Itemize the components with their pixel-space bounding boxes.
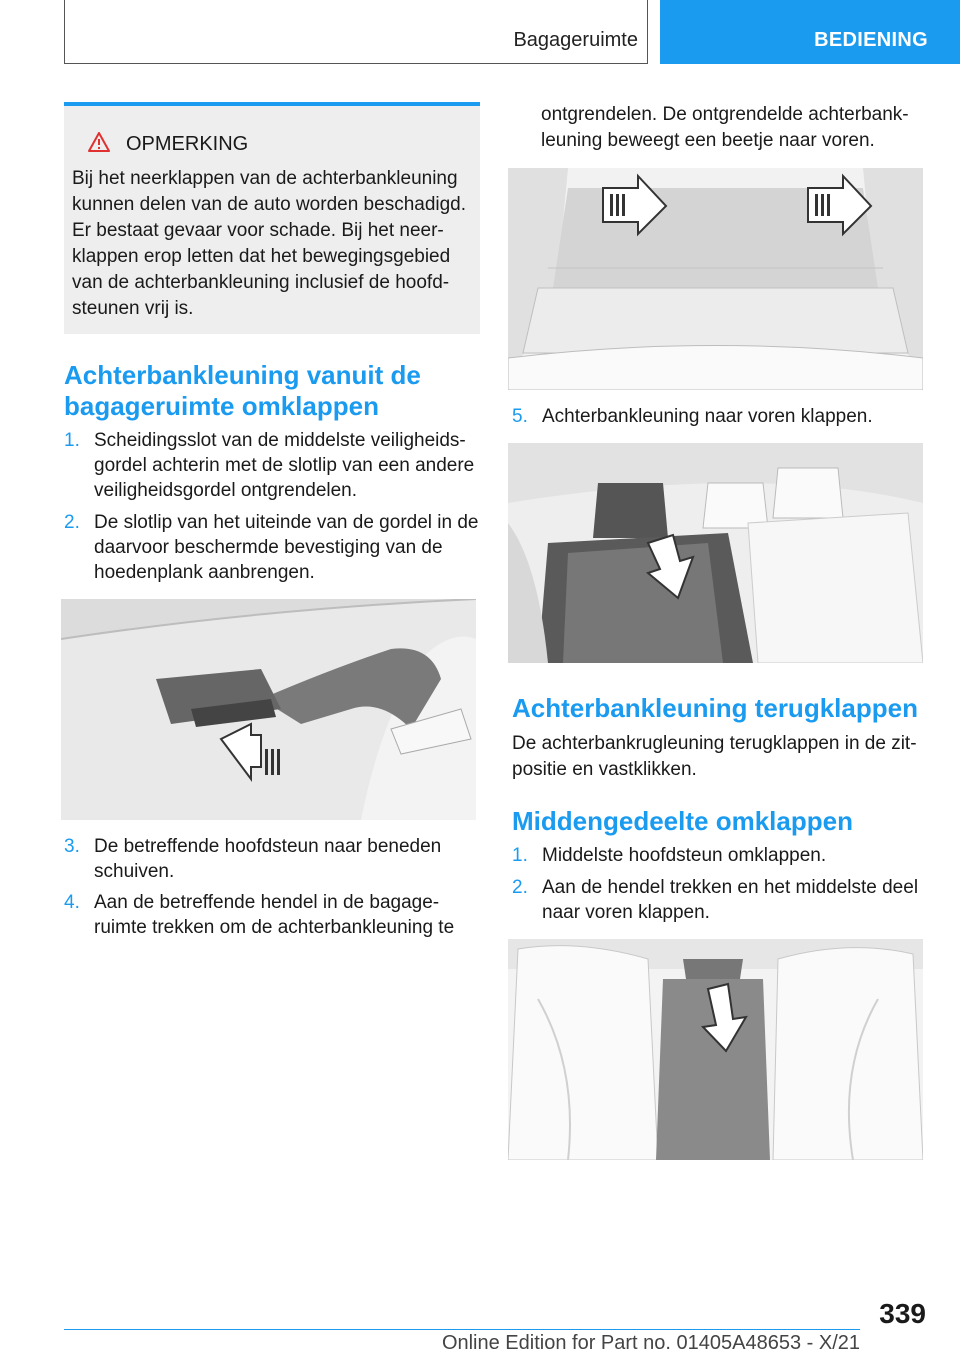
footer-edition-text: Online Edition for Part no. 01405A48653 - X/21 xyxy=(441,1332,860,1354)
note-title: OPMERKING xyxy=(126,133,249,155)
step-line: veiligheidsgordel ontgrendelen. xyxy=(94,480,358,501)
rear-seat-fold-illustration xyxy=(508,443,923,663)
heading-line: Achterbankleuning vanuit de xyxy=(64,360,421,390)
step-text xyxy=(542,404,873,429)
section-heading xyxy=(512,693,942,724)
step-line: De slotlip van het uiteinde van de gordel in de xyxy=(94,512,479,533)
step-item xyxy=(64,428,484,503)
text-line: ontgrendelen. De ontgrendelde achterbank- xyxy=(541,104,909,125)
step-number: 1. xyxy=(512,845,528,866)
middle-section-fold-illustration xyxy=(508,939,923,1160)
note-box xyxy=(64,102,480,334)
step-line: De betreffende hoofdsteun naar beneden xyxy=(94,836,442,857)
note-line: Bij het neerklappen van de achterbankleuning xyxy=(72,168,458,189)
step-number: 2. xyxy=(512,877,528,898)
heading-line: Achterbankleuning terugklappen xyxy=(512,693,918,723)
text-line: positie en vastklikken. xyxy=(512,759,697,780)
text-line: leuning beweegt een beetje naar voren. xyxy=(541,130,875,151)
step-text xyxy=(94,428,474,503)
section-title: Bagageruimte xyxy=(513,29,638,51)
chapter-tab[interactable] xyxy=(660,0,960,64)
note-line: klappen erop letten dat het bewegingsgebied xyxy=(72,246,451,267)
step-item xyxy=(64,834,484,884)
step-line: gordel achterin met de slotlip van een andere xyxy=(94,455,475,476)
step-line: Achterbankleuning naar voren klappen. xyxy=(542,406,873,427)
step-item xyxy=(512,404,932,429)
text-line: De achterbankrugleuning terugklappen in de zit- xyxy=(512,733,917,754)
footer-divider xyxy=(64,1329,860,1330)
step-line: Middelste hoofdsteun omklappen. xyxy=(542,845,827,866)
page-number: 339 xyxy=(879,1298,926,1329)
note-line: van de achterbankleuning inclusief de hoofd- xyxy=(72,272,450,293)
section-heading xyxy=(64,360,480,422)
note-line: steunen vrij is. xyxy=(72,298,194,319)
step-item xyxy=(512,843,932,868)
step-number: 1. xyxy=(64,430,80,451)
step-number: 2. xyxy=(64,512,80,533)
step-number: 3. xyxy=(64,836,80,857)
note-text xyxy=(72,166,474,322)
step-line: schuiven. xyxy=(94,861,175,882)
note-line: Er bestaat gevaar voor schade. Bij het neer- xyxy=(72,220,444,241)
step-text xyxy=(542,843,826,868)
step-continuation xyxy=(541,102,941,154)
section-paragraph xyxy=(512,731,942,783)
step-number: 4. xyxy=(64,892,80,913)
note-header xyxy=(88,132,248,157)
step-line: ruimte trekken om de achterbankleuning te xyxy=(94,917,455,938)
luggage-compartment-illustration xyxy=(508,168,923,390)
step-line: Aan de betreffende hendel in de bagage- xyxy=(94,892,440,913)
step-number: 5. xyxy=(512,406,528,427)
step-item xyxy=(64,510,484,585)
step-text xyxy=(542,875,918,925)
step-line: Aan de hendel trekken en het middelste deel xyxy=(542,877,919,898)
step-item xyxy=(512,875,932,925)
step-line: Scheidingsslot van de middelste veiligheids- xyxy=(94,430,466,451)
heading-line: bagageruimte omklappen xyxy=(64,391,379,421)
note-line: kunnen delen van de auto worden beschadigd. xyxy=(72,194,467,215)
step-text xyxy=(94,890,454,940)
section-heading xyxy=(512,806,942,837)
step-line: naar voren klappen. xyxy=(542,902,710,923)
step-line: hoedenplank aanbrengen. xyxy=(94,562,315,583)
chapter-tab-label: BEDIENING xyxy=(814,29,928,51)
step-text xyxy=(94,510,478,585)
parcel-shelf-illustration xyxy=(61,599,476,820)
heading-line: Middengedeelte omklappen xyxy=(512,806,853,836)
step-line: daarvoor beschermde bevestiging van de xyxy=(94,537,443,558)
warning-icon xyxy=(88,132,110,157)
step-item xyxy=(64,890,484,940)
step-text xyxy=(94,834,441,884)
